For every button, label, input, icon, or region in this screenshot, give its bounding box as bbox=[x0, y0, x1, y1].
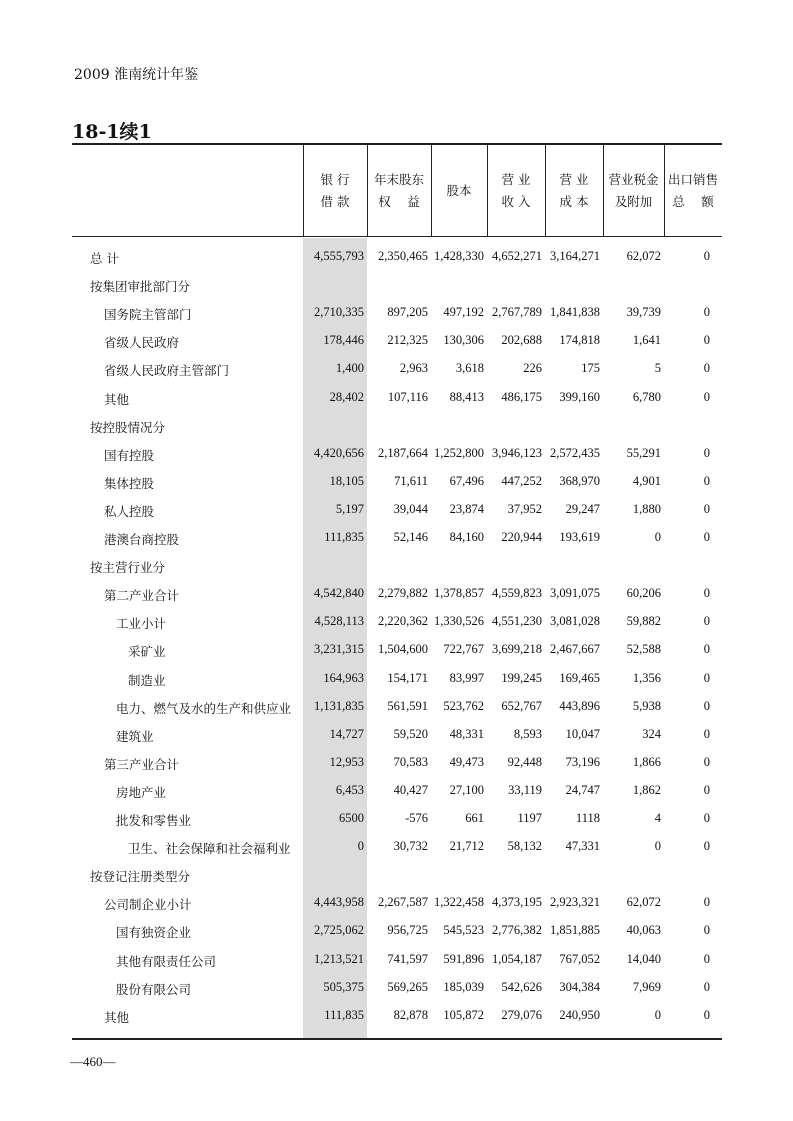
table-row bbox=[72, 803, 722, 831]
table-cell: 226 bbox=[523, 361, 542, 376]
column-header bbox=[603, 145, 664, 236]
column-header-line1: 出口销售 bbox=[667, 171, 718, 187]
table-cell: 12,953 bbox=[329, 754, 364, 769]
table-row bbox=[72, 353, 722, 381]
table-cell: 28,402 bbox=[329, 389, 364, 404]
table-cell: 47,331 bbox=[565, 839, 600, 854]
table-cell: 0 bbox=[703, 839, 710, 854]
row-label: 按控股情况分 bbox=[90, 419, 166, 435]
table-cell: 1,400 bbox=[335, 361, 364, 376]
table-row bbox=[72, 466, 722, 494]
table-cell: 2,767,789 bbox=[492, 305, 542, 320]
row-label: 总 计 bbox=[90, 251, 119, 266]
column-header bbox=[431, 145, 487, 236]
column-header-line1: 营 业 bbox=[559, 171, 589, 187]
column-header-line2: 收 入 bbox=[501, 193, 531, 209]
column-header bbox=[303, 145, 367, 236]
table-row bbox=[72, 719, 722, 747]
table-row bbox=[72, 606, 722, 634]
book-title: 2009 淮南统计年鉴 bbox=[74, 67, 199, 83]
table-cell: 220,944 bbox=[501, 530, 542, 544]
row-label: 港澳台商控股 bbox=[104, 532, 180, 547]
table-row bbox=[72, 634, 722, 662]
table-cell: 178,446 bbox=[323, 333, 364, 348]
table-row bbox=[72, 831, 722, 859]
table-cell: 0 bbox=[703, 389, 710, 404]
table-row bbox=[72, 325, 722, 353]
table-cell: 741,597 bbox=[387, 951, 428, 966]
table-cell: 1,378,857 bbox=[434, 586, 484, 601]
table-cell: 3,081,028 bbox=[550, 614, 600, 629]
table-cell: 29,247 bbox=[565, 501, 600, 516]
table-cell: 2,776,382 bbox=[492, 923, 542, 938]
row-label: 电力、燃气及水的生产和供应业 bbox=[116, 700, 292, 716]
table-cell: 2,710,335 bbox=[314, 305, 364, 320]
table-bottom-rule bbox=[72, 1038, 722, 1040]
table-cell: 3,164,271 bbox=[550, 249, 600, 263]
table-cell: 0 bbox=[703, 473, 710, 488]
table-cell: 48,331 bbox=[449, 726, 484, 741]
table-cell: 111,835 bbox=[324, 1007, 364, 1022]
table-cell: 0 bbox=[703, 979, 710, 994]
table-cell: 193,619 bbox=[559, 530, 600, 544]
table-cell: 27,100 bbox=[449, 782, 484, 797]
table-cell: 0 bbox=[703, 305, 710, 320]
table-cell: 0 bbox=[357, 839, 364, 854]
table-cell: 1,866 bbox=[632, 754, 661, 769]
table-cell: 164,963 bbox=[323, 670, 364, 685]
table-cell: 40,063 bbox=[626, 923, 661, 938]
table-cell: 542,626 bbox=[501, 979, 542, 994]
table-cell: 0 bbox=[703, 923, 710, 938]
table-cell: 505,375 bbox=[323, 979, 364, 994]
table-cell: 1,504,600 bbox=[378, 642, 428, 657]
column-header bbox=[487, 145, 545, 236]
row-label: 按集团审批部门分 bbox=[90, 279, 191, 295]
table-cell: 1,330,526 bbox=[434, 614, 484, 629]
row-label: 国有控股 bbox=[104, 447, 155, 463]
table-cell: 1197 bbox=[517, 811, 542, 825]
table-cell: 4 bbox=[654, 811, 661, 825]
table-cell: 1,213,521 bbox=[314, 951, 364, 966]
table-cell: 443,896 bbox=[559, 698, 600, 713]
table-cell: 591,896 bbox=[443, 951, 484, 966]
table-cell: 67,496 bbox=[449, 473, 484, 488]
table-cell: 497,192 bbox=[443, 305, 484, 320]
table-row bbox=[72, 747, 722, 775]
column-header-line1: 股本 bbox=[446, 182, 472, 198]
table-cell: 18,105 bbox=[329, 473, 364, 488]
table-cell: 39,739 bbox=[626, 305, 661, 320]
table-cell: 0 bbox=[703, 361, 710, 376]
table-cell: 4,528,113 bbox=[314, 614, 364, 629]
table-cell: 3,699,218 bbox=[492, 642, 542, 657]
table-cell: 7,969 bbox=[632, 979, 661, 994]
table-cell: 105,872 bbox=[443, 1007, 484, 1022]
row-label: 批发和零售业 bbox=[116, 813, 192, 828]
table-cell: 279,076 bbox=[501, 1007, 542, 1022]
table-cell: 14,040 bbox=[626, 951, 661, 966]
table-cell: 2,220,362 bbox=[378, 614, 428, 629]
table-row bbox=[72, 241, 722, 269]
table-cell: 0 bbox=[703, 754, 710, 769]
table-cell: 52,588 bbox=[626, 642, 661, 657]
row-label: 国有独资企业 bbox=[116, 925, 192, 941]
table-cell: 5,197 bbox=[335, 501, 364, 516]
table-cell: 722,767 bbox=[443, 642, 484, 657]
table-row bbox=[72, 775, 722, 803]
table-cell: 6,780 bbox=[632, 389, 661, 404]
table-row bbox=[72, 494, 722, 522]
column-header-line1: 营业税金 bbox=[608, 171, 659, 187]
table-cell: 24,747 bbox=[565, 782, 600, 797]
page-number: —460— bbox=[70, 1054, 116, 1069]
row-label: 其他 bbox=[104, 1009, 130, 1025]
table-cell: 767,052 bbox=[559, 951, 600, 966]
table-cell: 0 bbox=[703, 895, 710, 910]
table-cell: 1118 bbox=[575, 811, 600, 825]
table-cell: 4,542,840 bbox=[314, 586, 364, 601]
table-cell: 82,878 bbox=[393, 1007, 428, 1022]
table-cell: 3,618 bbox=[455, 361, 484, 376]
table-cell: 130,306 bbox=[443, 333, 484, 348]
table-row bbox=[72, 578, 722, 606]
table-cell: 0 bbox=[654, 839, 661, 854]
table-cell: 60,206 bbox=[626, 586, 661, 601]
table-cell: 175 bbox=[581, 361, 600, 376]
table-cell: 1,841,838 bbox=[550, 305, 600, 320]
table-cell: 0 bbox=[703, 586, 710, 601]
table-row bbox=[72, 887, 722, 915]
table-row bbox=[72, 972, 722, 1000]
table-cell: 2,725,062 bbox=[314, 923, 364, 938]
row-label: 采矿业 bbox=[128, 644, 166, 660]
table-cell: 2,923,321 bbox=[550, 895, 600, 910]
table-cell: 1,322,458 bbox=[434, 895, 484, 910]
column-header-line2: 及附加 bbox=[614, 193, 653, 209]
table-cell: 4,373,195 bbox=[492, 895, 542, 910]
row-label: 第二产业合计 bbox=[104, 588, 180, 604]
table-cell: 37,952 bbox=[507, 501, 542, 516]
table-cell: 1,252,800 bbox=[434, 445, 484, 460]
table-row bbox=[72, 550, 722, 578]
table-cell: 897,205 bbox=[387, 305, 428, 320]
table-cell: 71,611 bbox=[394, 473, 428, 488]
table-cell: 21,712 bbox=[449, 839, 484, 854]
table-cell: 523,762 bbox=[443, 698, 484, 713]
table-cell: 0 bbox=[703, 670, 710, 685]
table-cell: 10,047 bbox=[565, 726, 600, 741]
table-cell: -576 bbox=[405, 811, 428, 825]
table-row bbox=[72, 859, 722, 887]
table-cell: 185,039 bbox=[443, 979, 484, 994]
row-label: 建筑业 bbox=[116, 728, 154, 744]
table-cell: 6500 bbox=[339, 811, 364, 825]
table-cell: 1,880 bbox=[632, 501, 661, 516]
row-label: 私人控股 bbox=[104, 503, 155, 519]
table-cell: 4,555,793 bbox=[314, 249, 364, 263]
table-cell: 4,901 bbox=[632, 473, 661, 488]
table-cell: 202,688 bbox=[501, 333, 542, 348]
table-row bbox=[72, 269, 722, 297]
row-label: 房地产业 bbox=[116, 784, 167, 800]
table-cell: 30,732 bbox=[393, 839, 428, 854]
table-cell: 49,473 bbox=[449, 754, 484, 769]
table-cell: 2,279,882 bbox=[378, 586, 428, 601]
table-cell: 33,119 bbox=[508, 782, 542, 797]
table-cell: 84,160 bbox=[449, 530, 484, 544]
table-cell: 240,950 bbox=[559, 1007, 600, 1022]
table-cell: 62,072 bbox=[626, 249, 661, 263]
table-cell: 3,946,123 bbox=[492, 445, 542, 460]
table-cell: 0 bbox=[654, 1007, 661, 1022]
row-label: 按主营行业分 bbox=[90, 560, 166, 576]
table-cell: 1,054,187 bbox=[492, 951, 542, 966]
column-header-line2: 借 款 bbox=[320, 193, 350, 209]
table-cell: 956,725 bbox=[387, 923, 428, 938]
table-cell: 55,291 bbox=[626, 445, 661, 460]
table-cell: 2,467,667 bbox=[550, 642, 600, 657]
table-cell: 4,652,271 bbox=[492, 249, 542, 263]
table-row bbox=[72, 1000, 722, 1028]
table-row bbox=[72, 691, 722, 719]
table-cell: 4,443,958 bbox=[314, 895, 364, 910]
table-cell: 212,325 bbox=[387, 333, 428, 348]
table-cell: 8,593 bbox=[513, 726, 542, 741]
table-cell: 4,420,656 bbox=[314, 445, 364, 460]
table-cell: 1,851,885 bbox=[550, 923, 600, 938]
table-cell: 0 bbox=[703, 249, 710, 263]
table-cell: 59,882 bbox=[626, 614, 661, 629]
table-cell: 447,252 bbox=[501, 473, 542, 488]
table-cell: 58,132 bbox=[507, 839, 542, 854]
row-label: 省级人民政府主管部门 bbox=[104, 363, 230, 379]
table-cell: 0 bbox=[703, 698, 710, 713]
table-cell: 88,413 bbox=[449, 389, 484, 404]
table-cell: 5 bbox=[654, 361, 661, 376]
table-cell: 0 bbox=[703, 642, 710, 657]
table-cell: 324 bbox=[642, 726, 661, 741]
column-header-line1: 银 行 bbox=[320, 171, 350, 187]
table-cell: 0 bbox=[703, 1007, 710, 1022]
table-cell: 4,551,230 bbox=[492, 614, 542, 629]
table-title: 18-1续1 bbox=[72, 121, 152, 143]
table-cell: 569,265 bbox=[387, 979, 428, 994]
table-cell: 0 bbox=[703, 951, 710, 966]
row-label: 按登记注册类型分 bbox=[90, 869, 191, 885]
table-cell: 1,356 bbox=[632, 670, 661, 685]
table-cell: 0 bbox=[703, 501, 710, 516]
table-cell: 368,970 bbox=[559, 473, 600, 488]
column-header-line1: 营 业 bbox=[501, 171, 531, 187]
row-label: 其他 bbox=[104, 391, 130, 407]
table-cell: 2,187,664 bbox=[378, 445, 428, 460]
table-cell: 154,171 bbox=[387, 670, 428, 685]
table-cell: 174,818 bbox=[559, 333, 600, 348]
column-header bbox=[367, 145, 431, 236]
table-cell: 83,997 bbox=[449, 670, 484, 685]
table-cell: 169,465 bbox=[559, 670, 600, 685]
row-label: 公司制企业小计 bbox=[104, 897, 192, 913]
table-header-rule bbox=[72, 236, 722, 237]
table-row bbox=[72, 410, 722, 438]
row-label: 卫生、社会保障和社会福利业 bbox=[128, 841, 291, 857]
table-row bbox=[72, 915, 722, 943]
column-header-line2: 总 额 bbox=[672, 193, 714, 209]
table-cell: 2,572,435 bbox=[550, 445, 600, 460]
table-cell: 652,767 bbox=[501, 698, 542, 713]
table-cell: 399,160 bbox=[559, 389, 600, 404]
table-cell: 2,350,465 bbox=[378, 249, 428, 263]
table-cell: 561,591 bbox=[387, 698, 428, 713]
row-label: 第三产业合计 bbox=[104, 756, 180, 772]
column-header-line2: 权 益 bbox=[378, 193, 420, 209]
table-cell: 199,245 bbox=[501, 670, 542, 685]
table-cell: 486,175 bbox=[501, 389, 542, 404]
table-cell: 0 bbox=[703, 614, 710, 629]
table-cell: 92,448 bbox=[507, 754, 542, 769]
row-label: 国务院主管部门 bbox=[104, 307, 192, 323]
table-row bbox=[72, 663, 722, 691]
table-cell: 5,938 bbox=[632, 698, 661, 713]
table-cell: 0 bbox=[654, 530, 661, 544]
column-header bbox=[664, 145, 722, 236]
table-cell: 0 bbox=[703, 811, 710, 825]
table-cell: 0 bbox=[703, 333, 710, 348]
table-cell: 304,384 bbox=[559, 979, 600, 994]
table-cell: 73,196 bbox=[565, 754, 600, 769]
column-header bbox=[545, 145, 603, 236]
table-row bbox=[72, 522, 722, 550]
table-cell: 3,231,315 bbox=[314, 642, 364, 657]
column-header-line2: 成 本 bbox=[559, 193, 589, 209]
row-label: 制造业 bbox=[128, 672, 166, 688]
table-cell: 2,267,587 bbox=[378, 895, 428, 910]
table-cell: 0 bbox=[703, 726, 710, 741]
row-label: 工业小计 bbox=[116, 616, 167, 632]
table-cell: 111,835 bbox=[324, 530, 364, 544]
table-row bbox=[72, 382, 722, 410]
table-row bbox=[72, 297, 722, 325]
table-cell: 0 bbox=[703, 782, 710, 797]
table-cell: 62,072 bbox=[626, 895, 661, 910]
row-label: 省级人民政府 bbox=[104, 335, 180, 351]
table-cell: 0 bbox=[703, 445, 710, 460]
table-cell: 545,523 bbox=[443, 923, 484, 938]
table-cell: 40,427 bbox=[393, 782, 428, 797]
table-cell: 4,559,823 bbox=[492, 586, 542, 601]
table-cell: 2,963 bbox=[399, 361, 428, 376]
table-cell: 1,428,330 bbox=[434, 249, 484, 263]
table-cell: 1,862 bbox=[632, 782, 661, 797]
table-cell: 52,146 bbox=[393, 530, 428, 544]
column-header-line1: 年末股东 bbox=[373, 171, 424, 187]
table-cell: 23,874 bbox=[449, 501, 484, 516]
table-cell: 6,453 bbox=[335, 782, 364, 797]
table-cell: 59,520 bbox=[393, 726, 428, 741]
table-cell: 1,131,835 bbox=[314, 698, 364, 713]
table-row bbox=[72, 944, 722, 972]
table-cell: 39,044 bbox=[393, 501, 428, 516]
table-cell: 661 bbox=[465, 811, 484, 825]
table-cell: 1,641 bbox=[632, 333, 661, 348]
table-cell: 70,583 bbox=[393, 754, 428, 769]
table-cell: 14,727 bbox=[329, 726, 364, 741]
row-label: 股份有限公司 bbox=[116, 981, 192, 997]
table-cell: 3,091,075 bbox=[550, 586, 600, 601]
table-row bbox=[72, 438, 722, 466]
table-cell: 0 bbox=[703, 530, 710, 544]
row-label: 其他有限责任公司 bbox=[116, 953, 217, 969]
row-label: 集体控股 bbox=[104, 475, 155, 491]
table-cell: 107,116 bbox=[387, 389, 428, 404]
